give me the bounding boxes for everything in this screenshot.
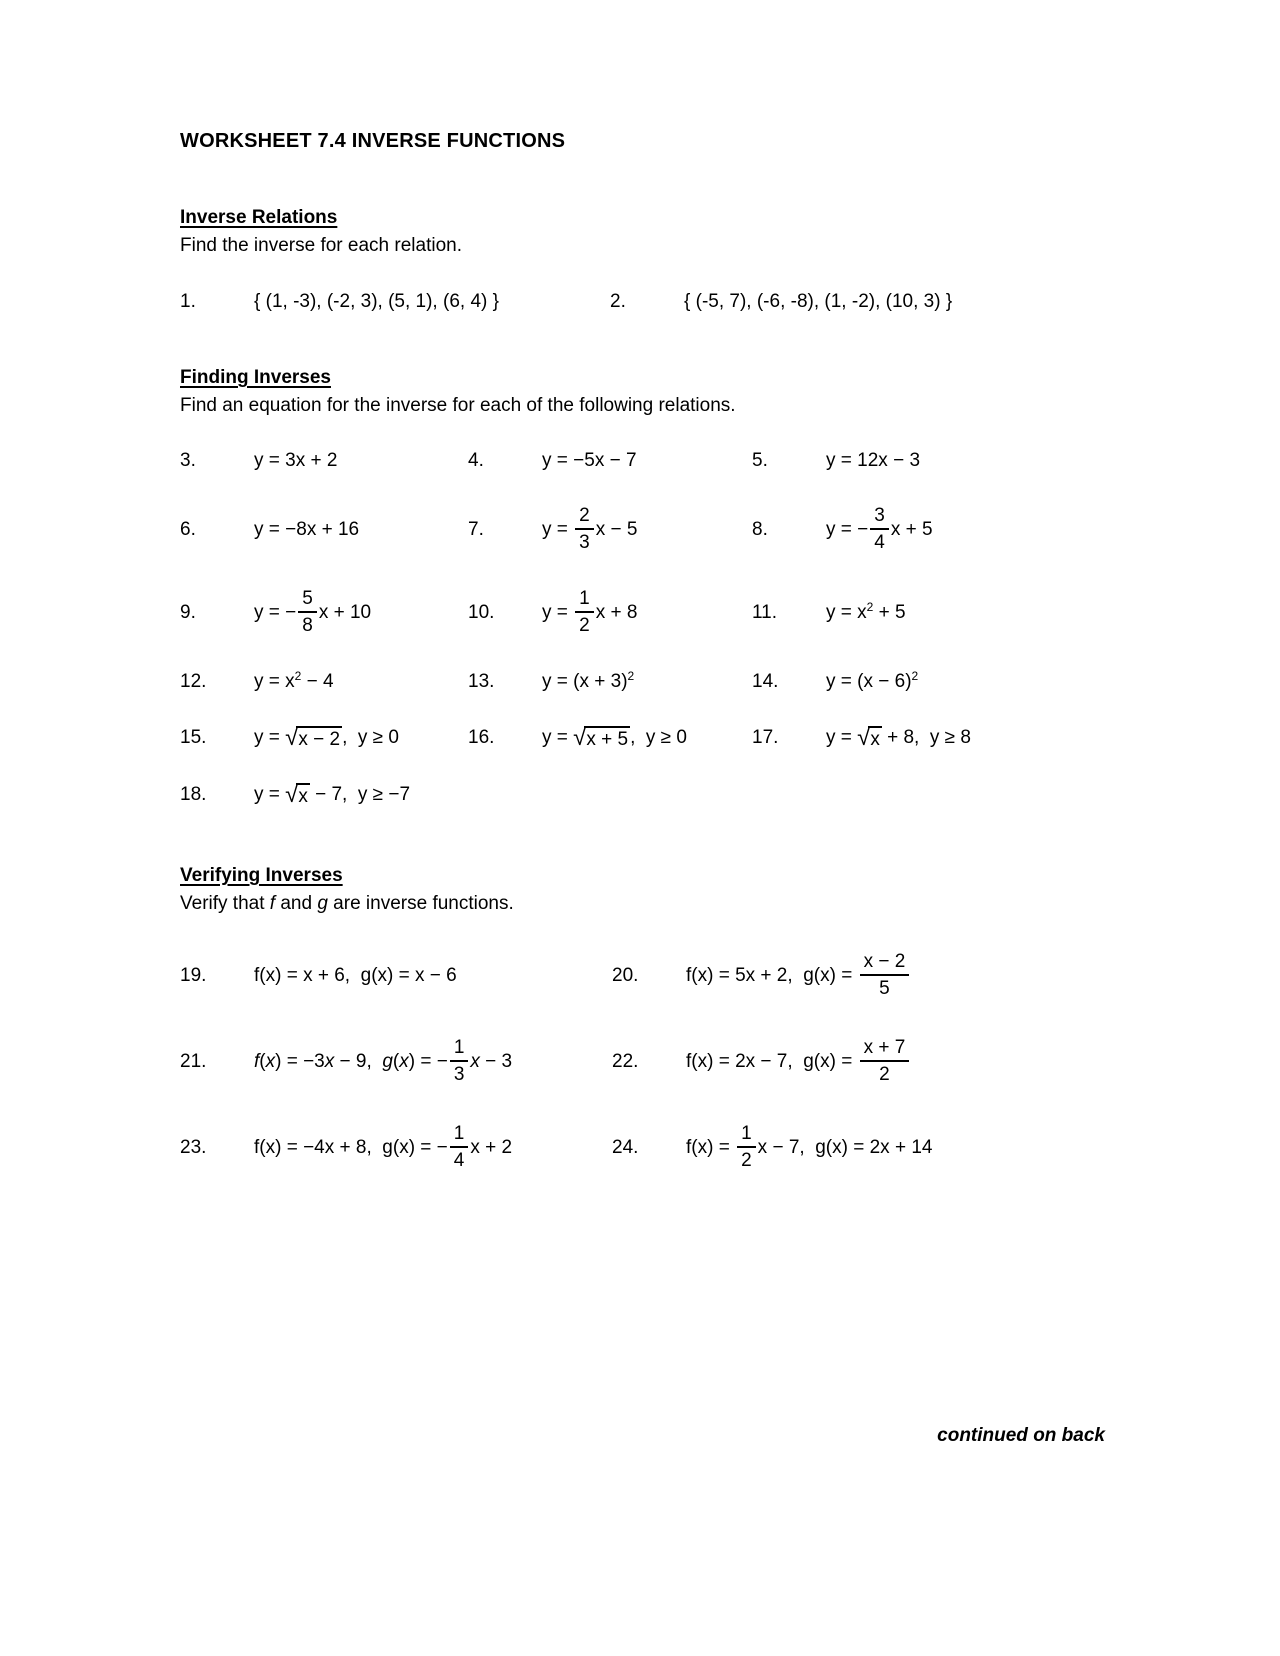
problem-number: 1. [180,291,196,312]
problem [468,726,752,750]
problem-number: 15. [180,727,207,748]
problem-expression [686,951,911,1001]
problem-number: 14. [752,671,779,692]
math-text: y = (x − 6) [826,671,912,692]
math-fraction [298,587,317,637]
math-text: + 8, y ≥ 8 [881,727,971,748]
math-text: ( [259,1051,266,1072]
problem-expression [826,505,933,555]
math-text: y = 3x + 2 [254,450,338,471]
problem-expression [254,783,410,807]
math-text: , y ≥ 0 [342,727,399,748]
fraction-denominator: 2 [879,1064,890,1085]
math-text: y = x [254,671,295,692]
problem-expression [826,726,971,750]
math-text: − 3 [479,1051,513,1072]
problem-number: 16. [468,727,495,748]
radical-sign: √ [285,724,299,751]
math-text: f(x) = [686,1137,736,1158]
problem-number: 24. [612,1137,639,1158]
problem [180,671,468,693]
math-text: x + 10 [318,602,372,623]
problem-number: 9. [180,602,196,623]
math-fraction [860,1036,910,1086]
problem-expression [254,588,371,638]
problem [180,965,612,987]
problem-expression [542,588,637,638]
math-text: and [275,893,318,914]
problem [612,951,911,1001]
problem-number: 4. [468,450,484,471]
math-text: y = 12x − 3 [826,450,921,471]
math-italic-text: x [470,1051,480,1072]
problem-number: 13. [468,671,495,692]
math-text: ( [392,1051,400,1072]
problem-row [180,783,1105,807]
problem-row [180,671,1105,693]
fraction-numerator: 3 [870,504,889,530]
worksheet-section [180,207,1105,313]
problem-expression: y = x $^2$ + 5 [826,600,906,623]
problem-expression [542,505,637,555]
math-text: ) = − [408,1051,448,1072]
problem-expression [254,726,399,750]
problem [468,671,752,693]
fraction-numerator: 1 [450,1122,469,1148]
math-fraction [870,504,889,554]
continued-on-back-note: continued on back [937,1425,1105,1446]
problem-number: 19. [180,965,207,986]
problem-row [180,588,1105,638]
math-text: y = [826,727,858,748]
problem-number: 21. [180,1051,207,1072]
radical-sign: √ [285,781,299,808]
math-fraction [575,504,594,554]
radical-sign: √ [857,724,871,751]
fraction-numerator: 1 [575,587,594,613]
section-instructions [180,893,1105,915]
problem-row [180,1037,1105,1087]
fraction-denominator: 4 [874,532,885,553]
math-text: y = − [826,519,869,540]
problem-number: 11. [752,602,778,623]
problem-row [180,1123,1105,1173]
math-text: x − 5 [595,519,638,540]
problem [180,450,468,472]
problem-expression [826,450,920,472]
worksheet-section [180,865,1105,1173]
problem-number: 18. [180,784,207,805]
math-text: − 4 [301,671,334,692]
math-text: Find an equation for the inverse for each of the following relations. [180,395,736,416]
math-italic-text: g [382,1051,393,1072]
math-text: f(x) = x + 6, g(x) = x − 6 [254,965,457,986]
section-heading: Verifying Inverses [180,865,343,886]
fraction-numerator: 1 [737,1122,756,1148]
radicand: x [296,783,310,807]
math-italic-text: f [254,1051,260,1072]
problem-row [180,291,1105,313]
worksheet-section [180,367,1105,807]
math-radical [857,726,882,750]
math-italic-text: f [269,893,276,914]
problem-expression [684,291,952,313]
problem-expression [254,965,457,987]
fraction-denominator: 3 [579,532,590,553]
problem-expression: y = x $^2$ − 4 [254,669,334,692]
problem [752,450,920,472]
problem [468,450,752,472]
section-heading: Finding Inverses [180,367,331,388]
problem [752,671,918,693]
problem [610,291,952,313]
radical-sign: √ [573,724,587,751]
problem [612,1123,932,1173]
fraction-denominator: 3 [453,1064,465,1085]
fraction-numerator: 5 [298,587,317,613]
radicand: x [868,726,882,750]
math-text: y = (x + 3) [542,671,628,692]
math-text: y = [254,727,286,748]
math-radical [285,726,342,750]
math-text: x + 8 [595,602,638,623]
problem-expression [254,1037,512,1087]
problem [612,1037,911,1087]
problem-expression: y = (x + 3) $^2$ [542,669,635,692]
problem-row [180,951,1105,1001]
math-fraction [575,587,594,637]
problem-number: 2. [610,291,626,312]
section-instructions [180,395,1105,417]
problem-number: 17. [752,727,779,748]
problem [180,588,468,638]
problem-expression [254,291,499,313]
problem [752,726,971,750]
math-text: − 9, [334,1051,383,1072]
math-text: + 5 [873,602,906,623]
math-text: y = − [254,602,297,623]
fraction-denominator: 2 [579,615,590,636]
worksheet-content [180,207,1105,1173]
math-italic-text: x [324,1051,335,1072]
problem-number: 22. [612,1051,639,1072]
math-text: Find the inverse for each relation. [180,235,462,256]
math-fraction [450,1036,469,1086]
math-text: y = [254,784,286,805]
problem-expression: y = (x − 6) $^2$ [826,669,919,692]
math-text: y = [542,602,574,623]
fraction-numerator: 2 [575,504,594,530]
problem-number: 5. [752,450,768,471]
math-text: ) = −3 [275,1051,325,1072]
problem-expression [542,726,687,750]
problem-expression [542,450,637,472]
math-text: − 7, y ≥ −7 [309,784,411,805]
math-text: f(x) = 2x − 7, g(x) = [686,1051,858,1072]
problem-expression [686,1123,932,1173]
math-text: y = [542,727,574,748]
problem-number: 10. [468,602,495,623]
problem-number: 7. [468,519,484,540]
math-italic-text: x [399,1051,409,1072]
math-text: Verify that [180,893,270,914]
page-title: WORKSHEET 7.4 INVERSE FUNCTIONS [180,130,566,152]
fraction-denominator: 8 [302,615,313,636]
problem [752,602,906,624]
problem [752,505,933,555]
fraction-numerator: x + 7 [860,1036,910,1062]
math-text: x + 2 [470,1137,513,1158]
math-text: f(x) = −4x + 8, g(x) = − [254,1137,448,1158]
math-text: , y ≥ 0 [630,727,687,748]
math-fraction [860,950,910,1000]
problem-row [180,505,1105,555]
fraction-denominator: 5 [879,978,890,999]
problem [468,505,752,555]
problem [180,783,468,807]
math-radical [285,783,310,807]
problem [468,588,752,638]
math-text: x + 5 [890,519,933,540]
problem-number: 12. [180,671,207,692]
math-text: are inverse functions. [327,893,514,914]
problem-number: 3. [180,450,196,471]
fraction-numerator: 1 [450,1036,469,1062]
radicand: x + 5 [584,726,630,750]
fraction-numerator: x − 2 [860,950,910,976]
math-text: y = −5x − 7 [542,450,637,471]
section-instructions [180,235,1105,257]
math-text: { (1, -3), (-2, 3), (5, 1), (6, 4) } [254,291,499,312]
problem-expression [254,450,337,472]
problem-number: 8. [752,519,768,540]
problem-row [180,726,1105,750]
math-text: f(x) = 5x + 2, g(x) = [686,965,858,986]
problem [180,291,610,313]
problem [180,1123,612,1173]
problem-expression [254,519,359,541]
fraction-denominator: 4 [453,1150,465,1171]
math-text: y = −8x + 16 [254,519,360,540]
problem [180,1037,612,1087]
math-italic-text: x [265,1051,276,1072]
fraction-denominator: 2 [741,1150,752,1171]
problem-row [180,450,1105,472]
math-fraction [450,1122,469,1172]
math-text: x − 7, g(x) = 2x + 14 [757,1137,933,1158]
problem [180,519,468,541]
problem-expression [254,1123,512,1173]
math-text: { (-5, 7), (-6, -8), (1, -2), (10, 3) } [684,291,953,312]
problem-number: 23. [180,1137,207,1158]
problem [180,726,468,750]
math-text: y = x [826,602,867,623]
math-fraction [737,1122,756,1172]
radicand: x − 2 [296,726,342,750]
problem-number: 6. [180,519,196,540]
math-text: y = [542,519,574,540]
math-italic-text: g [317,893,328,914]
problem-number: 20. [612,965,639,986]
math-radical [573,726,630,750]
problem-expression [686,1037,911,1087]
section-heading: Inverse Relations [180,207,338,228]
